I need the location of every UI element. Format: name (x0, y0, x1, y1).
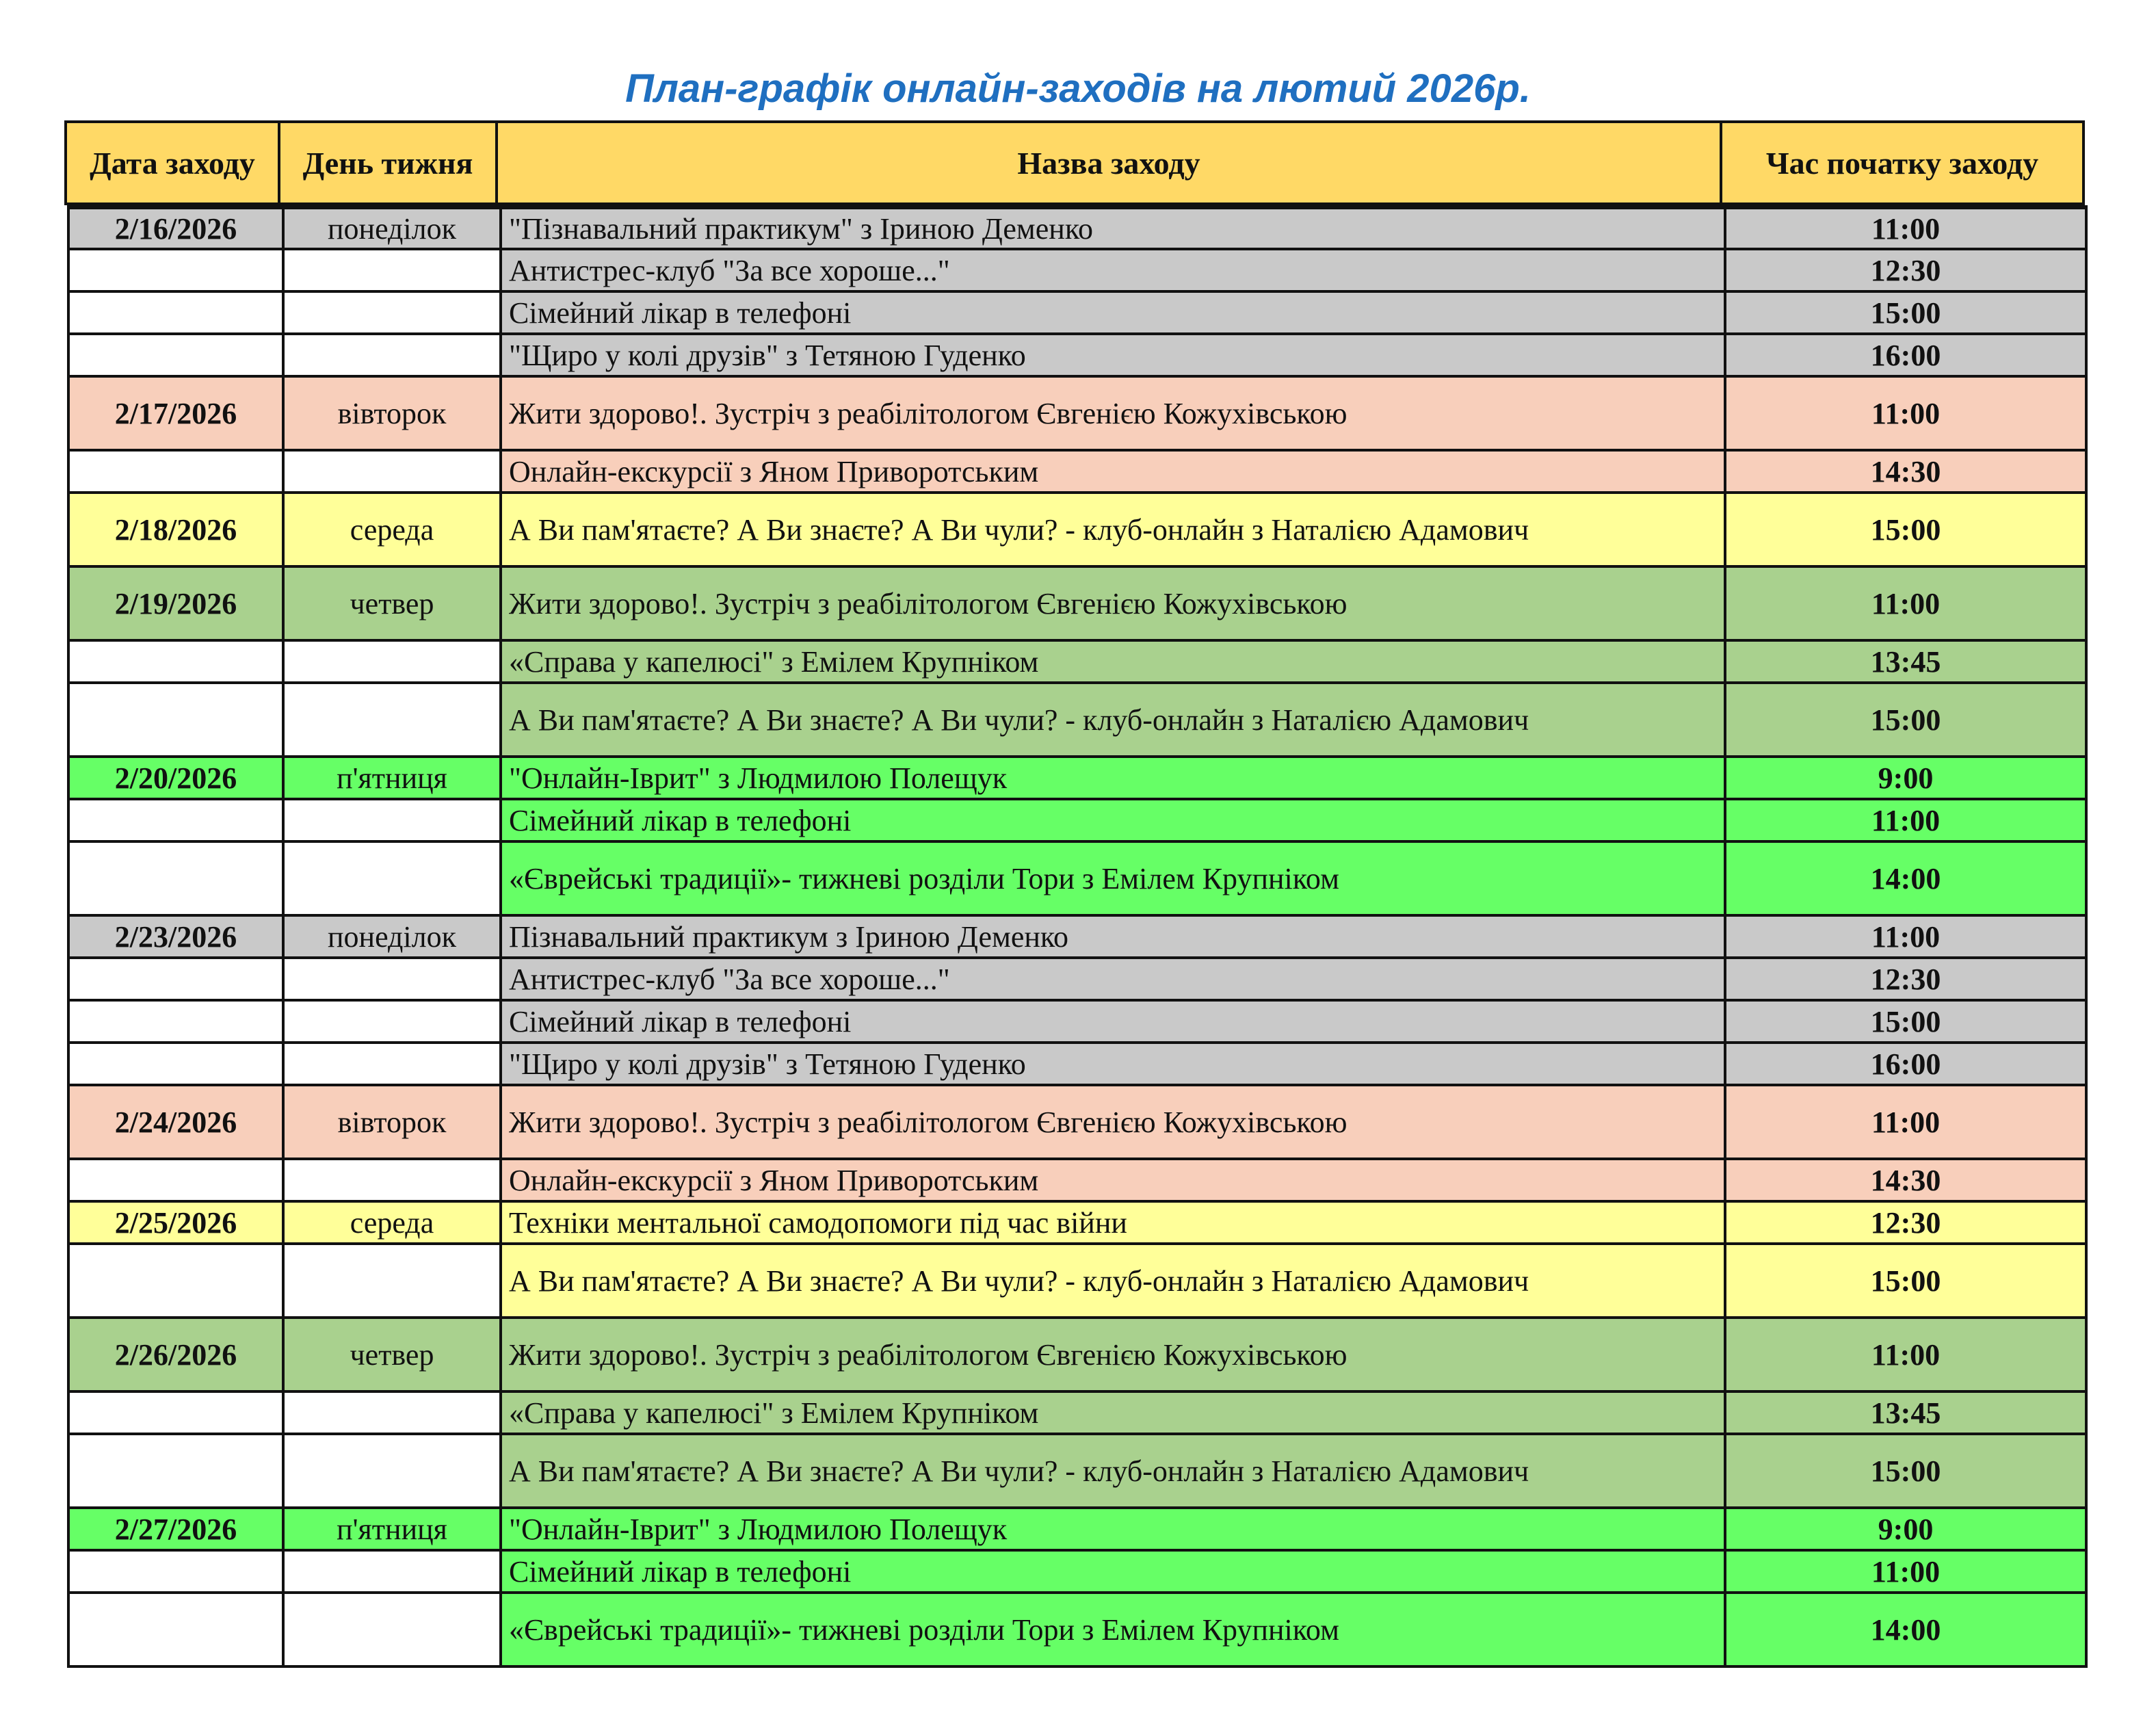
table-row (70, 332, 2085, 375)
event-date: 2/16/2026 (70, 209, 285, 248)
table-row (70, 248, 2085, 290)
event-name: А Ви пам'ятаєте? А Ви знаєте? А Ви чули? - клуб-онлайн з Наталією Адамович (502, 1245, 1726, 1316)
event-time: 14:30 (1726, 452, 2085, 491)
table-row (70, 1591, 2085, 1665)
event-time: 14:30 (1726, 1160, 2085, 1200)
event-date (70, 1435, 285, 1506)
table-row (70, 1390, 2085, 1433)
event-date (70, 452, 285, 491)
event-weekday: четвер (285, 1319, 502, 1390)
event-weekday (285, 959, 502, 999)
event-weekday (285, 1435, 502, 1506)
event-date (70, 293, 285, 332)
event-date (70, 684, 285, 755)
event-date: 2/27/2026 (70, 1509, 285, 1549)
event-weekday: понеділок (285, 209, 502, 248)
event-weekday (285, 684, 502, 755)
event-time: 11:00 (1726, 800, 2085, 840)
event-time: 11:00 (1726, 1552, 2085, 1591)
event-weekday (285, 642, 502, 681)
header-event: Назва заходу (498, 123, 1722, 202)
event-weekday: середа (285, 494, 502, 565)
page-title: План-графік онлайн-заходів на лютий 2026р. (625, 66, 1531, 111)
table-row (70, 999, 2085, 1041)
event-time: 15:00 (1726, 1002, 2085, 1041)
event-name: А Ви пам'ятаєте? А Ви знаєте? А Ви чули? - клуб-онлайн з Наталією Адамович (502, 684, 1726, 755)
event-name: "Пізнавальний практикум" з Іриною Деменко (502, 209, 1726, 248)
header-day: День тижня (280, 123, 498, 202)
event-name: Жити здорово!. Зустріч з реабілітологом Євгенією Кожухівською (502, 1319, 1726, 1390)
event-name: Антистрес-клуб "За все хороше..." (502, 250, 1726, 290)
table-row (70, 755, 2085, 798)
event-time: 11:00 (1726, 378, 2085, 449)
event-name: Антистрес-клуб "За все хороше..." (502, 959, 1726, 999)
event-time: 15:00 (1726, 684, 2085, 755)
event-weekday: вівторок (285, 378, 502, 449)
table-row (70, 1316, 2085, 1390)
event-time: 9:00 (1726, 1509, 2085, 1549)
event-name: "Щиро у колі друзів" з Тетяною Гуденко (502, 335, 1726, 375)
event-date (70, 800, 285, 840)
event-time: 11:00 (1726, 568, 2085, 639)
event-time: 16:00 (1726, 335, 2085, 375)
event-time: 15:00 (1726, 494, 2085, 565)
header-time: Час початку заходу (1765, 145, 2039, 181)
event-time: 16:00 (1726, 1044, 2085, 1084)
table-row (70, 681, 2085, 755)
event-date: 2/24/2026 (70, 1086, 285, 1158)
event-date (70, 959, 285, 999)
event-weekday (285, 452, 502, 491)
event-weekday (285, 1393, 502, 1433)
event-name: «Єврейські традиції»- тижневі розділи Тори з Емілем Крупніком (502, 843, 1726, 914)
schedule-table (67, 205, 2088, 1668)
event-weekday: середа (285, 1203, 502, 1242)
event-name: Техніки ментальної самодопомоги під час війни (502, 1203, 1726, 1242)
event-weekday: понеділок (285, 917, 502, 956)
event-weekday (285, 1552, 502, 1591)
event-date (70, 1552, 285, 1591)
event-date (70, 1245, 285, 1316)
event-weekday: вівторок (285, 1086, 502, 1158)
table-row (70, 565, 2085, 639)
table-row (70, 914, 2085, 956)
event-weekday: п'ятниця (285, 758, 502, 798)
event-time: 15:00 (1726, 293, 2085, 332)
event-name: Онлайн-екскурсії з Яном Приворотським (502, 452, 1726, 491)
event-name: Сімейний лікар в телефоні (502, 1552, 1726, 1591)
table-row (70, 491, 2085, 565)
event-time: 12:30 (1726, 1203, 2085, 1242)
event-weekday (285, 843, 502, 914)
event-weekday (285, 250, 502, 290)
event-date: 2/17/2026 (70, 378, 285, 449)
event-date (70, 843, 285, 914)
event-name: "Щиро у колі друзів" з Тетяною Гуденко (502, 1044, 1726, 1084)
event-name: Сімейний лікар в телефоні (502, 293, 1726, 332)
event-date (70, 335, 285, 375)
table-row (70, 205, 2085, 248)
event-date: 2/18/2026 (70, 494, 285, 565)
event-weekday (285, 800, 502, 840)
table-row (70, 1433, 2085, 1506)
event-weekday (285, 1245, 502, 1316)
event-time: 12:30 (1726, 250, 2085, 290)
event-date (70, 1160, 285, 1200)
event-name: Жити здорово!. Зустріч з реабілітологом Євгенією Кожухівською (502, 378, 1726, 449)
event-name: "Онлайн-Іврит" з Людмилою Полещук (502, 1509, 1726, 1549)
event-time: 13:45 (1726, 642, 2085, 681)
header-date: Дата заходу (67, 123, 280, 202)
event-date: 2/20/2026 (70, 758, 285, 798)
table-row (70, 1200, 2085, 1242)
table-row (70, 1084, 2085, 1158)
event-name: "Онлайн-Іврит" з Людмилою Полещук (502, 758, 1726, 798)
event-weekday: четвер (285, 568, 502, 639)
table-header (64, 120, 2085, 205)
event-weekday: п'ятниця (285, 1509, 502, 1549)
event-date (70, 1594, 285, 1665)
event-name: Пізнавальний практикум з Іриною Деменко (502, 917, 1726, 956)
event-name: Онлайн-екскурсії з Яном Приворотським (502, 1160, 1726, 1200)
event-name: «Справа у капелюсі" з Емілем Крупніком (502, 642, 1726, 681)
event-weekday (285, 1160, 502, 1200)
event-weekday (285, 1594, 502, 1665)
event-name: Жити здорово!. Зустріч з реабілітологом Євгенією Кожухівською (502, 1086, 1726, 1158)
event-date: 2/25/2026 (70, 1203, 285, 1242)
table-row (70, 639, 2085, 681)
event-time: 9:00 (1726, 758, 2085, 798)
event-name: Сімейний лікар в телефоні (502, 1002, 1726, 1041)
event-date (70, 1044, 285, 1084)
event-time: 11:00 (1726, 209, 2085, 248)
event-date (70, 642, 285, 681)
event-time: 14:00 (1726, 843, 2085, 914)
table-row (70, 375, 2085, 449)
event-name: «Справа у капелюсі" з Емілем Крупніком (502, 1393, 1726, 1433)
event-date (70, 1002, 285, 1041)
event-weekday (285, 293, 502, 332)
table-row (70, 1041, 2085, 1084)
event-time: 11:00 (1726, 917, 2085, 956)
event-weekday (285, 1002, 502, 1041)
table-row (70, 956, 2085, 999)
event-name: А Ви пам'ятаєте? А Ви знаєте? А Ви чули? - клуб-онлайн з Наталією Адамович (502, 494, 1726, 565)
event-date (70, 1393, 285, 1433)
event-name: «Єврейські традиції»- тижневі розділи Тори з Емілем Крупніком (502, 1594, 1726, 1665)
event-date (70, 250, 285, 290)
table-row (70, 1549, 2085, 1591)
event-time: 15:00 (1726, 1435, 2085, 1506)
table-row (70, 1242, 2085, 1316)
event-weekday (285, 335, 502, 375)
event-name: Жити здорово!. Зустріч з реабілітологом Євгенією Кожухівською (502, 568, 1726, 639)
event-date: 2/19/2026 (70, 568, 285, 639)
event-date: 2/26/2026 (70, 1319, 285, 1390)
table-row (70, 840, 2085, 914)
event-time: 11:00 (1726, 1086, 2085, 1158)
event-time: 13:45 (1726, 1393, 2085, 1433)
event-date: 2/23/2026 (70, 917, 285, 956)
event-time: 15:00 (1726, 1245, 2085, 1316)
table-row (70, 1158, 2085, 1200)
event-time: 12:30 (1726, 959, 2085, 999)
table-row (70, 290, 2085, 332)
table-row (70, 449, 2085, 491)
event-time: 11:00 (1726, 1319, 2085, 1390)
table-row (70, 798, 2085, 840)
event-weekday (285, 1044, 502, 1084)
table-row (70, 1506, 2085, 1549)
event-time: 14:00 (1726, 1594, 2085, 1665)
event-name: А Ви пам'ятаєте? А Ви знаєте? А Ви чули? - клуб-онлайн з Наталією Адамович (502, 1435, 1726, 1506)
event-name: Сімейний лікар в телефоні (502, 800, 1726, 840)
